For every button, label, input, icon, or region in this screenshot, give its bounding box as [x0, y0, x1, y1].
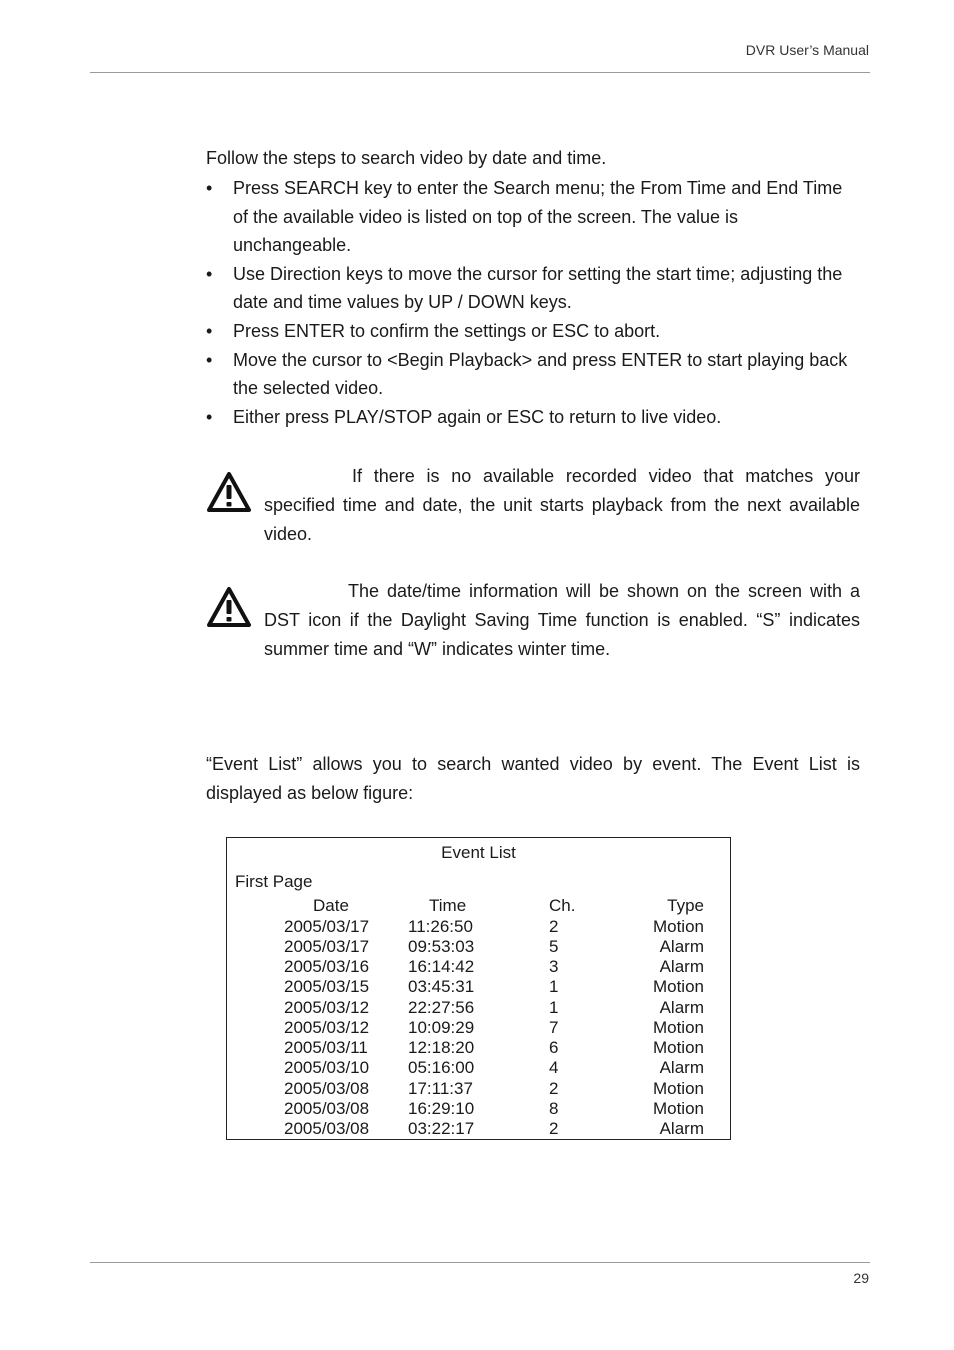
event-channel: 5	[549, 937, 559, 956]
steps-list	[206, 174, 860, 431]
table-row	[227, 977, 730, 997]
event-type: Alarm	[659, 998, 704, 1017]
event-channel: 1	[549, 977, 559, 996]
bullet-icon: •	[206, 263, 213, 284]
event-date: 2005/03/15	[284, 977, 370, 996]
event-list-paragraph: “Event List” allows you to search wanted video by event. The Event List is displayed as below figure:	[206, 754, 860, 803]
event-list-figure	[226, 837, 731, 1140]
bullet-icon: •	[206, 178, 213, 198]
event-date: 2005/03/12	[284, 998, 370, 1017]
event-date: 2005/03/12	[284, 1018, 370, 1037]
note-text: The date/time information will be shown on the screen with a DST icon if the Daylight Saving Time function is enabled. “S” indicates summer time and “W” indicates winter time.	[264, 581, 860, 659]
column-header-channel: Ch.	[549, 896, 576, 915]
column-header-date: Date	[313, 896, 349, 915]
event-type: Motion	[652, 1018, 704, 1037]
note-text: If there is no available recorded video that matches your specified time and date, the unit starts playback from the next available video.	[264, 466, 860, 544]
footer-divider	[90, 1262, 870, 1263]
step-text: Press SEARCH key to enter the Search menu; the From Time and End Time of the available video is listed on top of the screen. The value is unchangeable.	[233, 178, 843, 256]
table-header	[227, 896, 730, 916]
event-time: 16:29:10	[408, 1099, 475, 1118]
note-dst	[206, 577, 860, 664]
step-text: Either press PLAY/STOP again or ESC to return to live video.	[233, 406, 722, 427]
warning-icon	[206, 585, 252, 631]
event-time: 10:09:29	[408, 1018, 475, 1037]
table-row	[227, 1099, 730, 1119]
event-date: 2005/03/16	[284, 957, 370, 976]
event-channel: 6	[549, 1038, 559, 1057]
table-row	[227, 937, 730, 957]
table-row	[227, 1058, 730, 1078]
table-row	[227, 957, 730, 977]
list-item	[206, 403, 860, 432]
table-row	[227, 998, 730, 1018]
event-channel: 8	[549, 1099, 559, 1118]
event-type: Motion	[652, 917, 704, 936]
event-list-title: Event List	[441, 843, 516, 862]
table-row	[227, 1079, 730, 1099]
event-time: 09:53:03	[408, 937, 475, 956]
intro-paragraph: Follow the steps to search video by date and time.	[206, 148, 607, 168]
step-text: Move the cursor to <Begin Playback> and press ENTER to start playing back the selected video.	[233, 349, 848, 399]
page-label: First Page	[235, 872, 313, 891]
event-date: 2005/03/11	[284, 1038, 368, 1057]
event-type: Alarm	[659, 1119, 704, 1138]
event-type: Alarm	[659, 1058, 704, 1077]
event-date: 2005/03/10	[284, 1058, 370, 1077]
bullet-icon: •	[206, 349, 213, 370]
table-row	[227, 1038, 730, 1058]
event-type: Alarm	[659, 937, 704, 956]
step-text: Press ENTER to confirm the settings or ESC to abort.	[233, 320, 661, 341]
event-type: Alarm	[659, 957, 704, 976]
event-date: 2005/03/08	[284, 1119, 370, 1138]
event-time: 11:26:50	[408, 917, 473, 936]
page-number: 29	[853, 1270, 869, 1286]
event-type: Motion	[652, 1079, 704, 1098]
column-header-type: Type	[667, 896, 704, 915]
event-time: 03:22:17	[408, 1119, 475, 1138]
event-date: 2005/03/08	[284, 1099, 370, 1118]
list-item	[206, 174, 860, 260]
event-channel: 1	[549, 998, 559, 1017]
header-divider	[90, 72, 870, 73]
note-no-video	[206, 462, 860, 549]
event-channel: 2	[549, 1119, 559, 1138]
event-channel: 2	[549, 1079, 559, 1098]
event-time: 17:11:37	[408, 1079, 473, 1098]
event-time: 05:16:00	[408, 1058, 475, 1077]
event-time: 12:18:20	[408, 1038, 475, 1057]
event-time: 16:14:42	[408, 957, 475, 976]
table-row	[227, 1119, 730, 1139]
event-time: 03:45:31	[408, 977, 475, 996]
table-row	[227, 917, 730, 937]
event-channel: 2	[549, 917, 559, 936]
event-time: 22:27:56	[408, 998, 475, 1017]
list-item	[206, 260, 860, 317]
bullet-icon: •	[206, 320, 213, 341]
list-item	[206, 317, 860, 346]
event-channel: 3	[549, 957, 559, 976]
event-channel: 4	[549, 1058, 559, 1077]
bullet-icon: •	[206, 406, 213, 427]
list-item	[206, 346, 860, 403]
event-date: 2005/03/17	[284, 917, 370, 936]
event-type: Motion	[652, 1099, 704, 1118]
event-type: Motion	[652, 977, 704, 996]
column-header-time: Time	[429, 896, 467, 915]
event-date: 2005/03/08	[284, 1079, 370, 1098]
event-channel: 7	[549, 1018, 559, 1037]
warning-icon	[206, 470, 252, 516]
event-type: Motion	[652, 1038, 704, 1057]
running-header: DVR User’s Manual	[745, 42, 869, 58]
event-date: 2005/03/17	[284, 937, 370, 956]
step-text: Use Direction keys to move the cursor for setting the start time; adjusting the date and time values by UP / DOWN keys.	[233, 263, 843, 313]
table-row	[227, 1018, 730, 1038]
